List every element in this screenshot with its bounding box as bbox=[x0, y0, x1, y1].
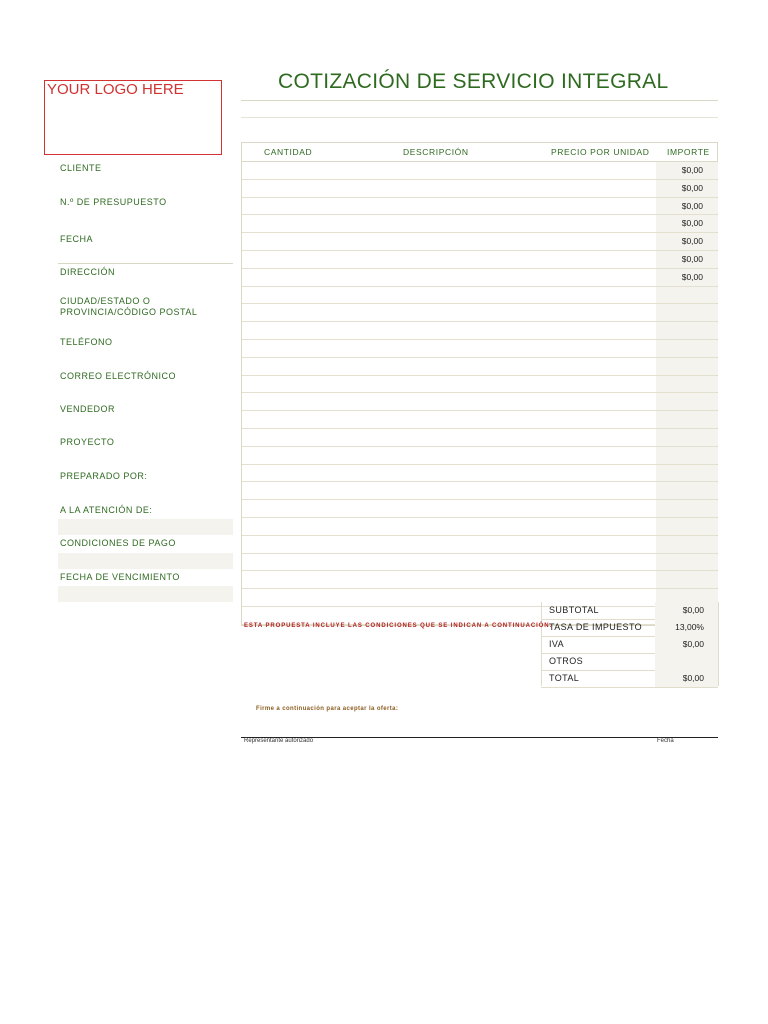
field-condiciones: CONDICIONES DE PAGO bbox=[60, 538, 176, 548]
header-descripcion: DESCRIPCIÓN bbox=[403, 147, 469, 157]
header-importe: IMPORTE bbox=[667, 147, 710, 157]
importe-cell bbox=[656, 322, 718, 339]
total-label: TOTAL bbox=[549, 673, 580, 683]
row-amount: $0,00 bbox=[681, 200, 703, 211]
table-row[interactable] bbox=[242, 429, 717, 447]
authorized-rep-label: Representante autorizado bbox=[244, 738, 314, 744]
table-row[interactable] bbox=[242, 482, 717, 500]
atencion-input[interactable] bbox=[58, 519, 233, 535]
field-direccion: DIRECCIÓN bbox=[60, 267, 116, 277]
condiciones-input[interactable] bbox=[58, 553, 233, 569]
importe-cell bbox=[656, 304, 718, 321]
field-fecha: FECHA bbox=[60, 234, 94, 244]
items-table bbox=[241, 142, 718, 626]
row-amount: $0,00 bbox=[681, 253, 703, 264]
table-row[interactable] bbox=[242, 304, 717, 322]
importe-cell bbox=[656, 465, 718, 482]
field-vencimiento: FECHA DE VENCIMIENTO bbox=[60, 572, 180, 582]
table-row[interactable] bbox=[242, 162, 717, 180]
logo-placeholder bbox=[44, 80, 222, 155]
totals-border-left bbox=[541, 602, 542, 686]
totals-border-right bbox=[718, 602, 719, 686]
iva-value: $0,00 bbox=[682, 639, 704, 649]
field-proyecto: PROYECTO bbox=[60, 437, 115, 447]
otros-row bbox=[541, 653, 718, 671]
importe-cell bbox=[656, 358, 718, 375]
importe-cell bbox=[656, 287, 718, 304]
tax-rate-value: 13,00% bbox=[675, 622, 704, 632]
table-row[interactable] bbox=[242, 215, 717, 233]
tax-rate-cell[interactable] bbox=[655, 619, 718, 636]
iva-cell bbox=[655, 636, 718, 653]
table-row[interactable] bbox=[242, 465, 717, 483]
header-precio: PRECIO POR UNIDAD bbox=[551, 147, 650, 157]
date-label: Fecha bbox=[657, 738, 674, 744]
tax-rate-row bbox=[541, 619, 718, 637]
table-row[interactable] bbox=[242, 554, 717, 572]
importe-cell bbox=[656, 411, 718, 428]
iva-row bbox=[541, 636, 718, 654]
table-row[interactable] bbox=[242, 411, 717, 429]
row-amount: $0,00 bbox=[681, 271, 703, 282]
table-row[interactable] bbox=[242, 536, 717, 554]
row-amount: $0,00 bbox=[681, 236, 703, 247]
terms-text: ESTA PROPUESTA INCLUYE LAS CONDICIONES QUE SE INDICAN A CONTINUACIÓN: bbox=[244, 623, 553, 629]
importe-cell bbox=[656, 500, 718, 517]
otros-label: OTROS bbox=[549, 656, 584, 666]
row-amount: $0,00 bbox=[681, 218, 703, 229]
importe-cell bbox=[656, 482, 718, 499]
logo-text: YOUR LOGO HERE bbox=[47, 81, 184, 98]
importe-cell bbox=[656, 447, 718, 464]
tax-rate-label: TASA DE IMPUESTO bbox=[549, 622, 643, 632]
iva-label: IVA bbox=[549, 639, 565, 649]
table-row[interactable] bbox=[242, 447, 717, 465]
total-value: $0,00 bbox=[682, 673, 704, 683]
subtotal-label: SUBTOTAL bbox=[549, 605, 599, 615]
otros-cell[interactable] bbox=[655, 653, 718, 670]
table-header bbox=[242, 143, 717, 162]
total-cell bbox=[655, 670, 718, 687]
subtotal-row bbox=[541, 602, 718, 620]
vencimiento-input[interactable] bbox=[58, 586, 233, 602]
field-preparado: PREPARADO POR: bbox=[60, 471, 148, 481]
table-row[interactable] bbox=[242, 322, 717, 340]
table-row[interactable] bbox=[242, 233, 717, 251]
total-row bbox=[541, 670, 718, 688]
table-row[interactable] bbox=[242, 198, 717, 216]
field-atencion: A LA ATENCIÓN DE: bbox=[60, 505, 153, 515]
field-correo: CORREO ELECTRÓNICO bbox=[60, 371, 177, 381]
importe-cell bbox=[656, 518, 718, 535]
header-cantidad: CANTIDAD bbox=[264, 147, 313, 157]
table-body bbox=[242, 162, 717, 625]
page-title: COTIZACIÓN DE SERVICIO INTEGRAL bbox=[278, 70, 669, 93]
importe-cell bbox=[656, 429, 718, 446]
importe-cell bbox=[656, 554, 718, 571]
row-amount: $0,00 bbox=[681, 182, 703, 193]
table-row[interactable] bbox=[242, 287, 717, 305]
row-amount: $0,00 bbox=[681, 165, 703, 175]
importe-cell bbox=[656, 340, 718, 357]
table-row[interactable] bbox=[242, 518, 717, 536]
importe-cell bbox=[656, 571, 718, 588]
importe-cell bbox=[656, 376, 718, 393]
table-row[interactable] bbox=[242, 340, 717, 358]
subtotal-value: $0,00 bbox=[682, 605, 704, 615]
table-row[interactable] bbox=[242, 180, 717, 198]
field-vendedor: VENDEDOR bbox=[60, 404, 116, 414]
left-divider bbox=[58, 263, 233, 264]
field-presupuesto: N.º DE PRESUPUESTO bbox=[60, 197, 167, 207]
table-row[interactable] bbox=[242, 358, 717, 376]
importe-cell bbox=[656, 536, 718, 553]
field-cliente: CLIENTE bbox=[60, 163, 102, 173]
subtotal-cell bbox=[655, 602, 718, 619]
importe-cell bbox=[656, 393, 718, 410]
field-telefono: TELÉFONO bbox=[60, 337, 113, 347]
table-row[interactable] bbox=[242, 571, 717, 589]
table-row[interactable] bbox=[242, 269, 717, 287]
table-row[interactable] bbox=[242, 393, 717, 411]
title-divider bbox=[241, 100, 718, 101]
signature-note: Firme a continuación para aceptar la oferta: bbox=[256, 706, 399, 712]
field-ciudad: CIUDAD/ESTADO O PROVINCIA/CÓDIGO POSTAL bbox=[60, 296, 198, 317]
table-row[interactable] bbox=[242, 500, 717, 518]
table-row[interactable] bbox=[242, 376, 717, 394]
subtitle-divider bbox=[241, 117, 718, 118]
table-row[interactable] bbox=[242, 251, 717, 269]
